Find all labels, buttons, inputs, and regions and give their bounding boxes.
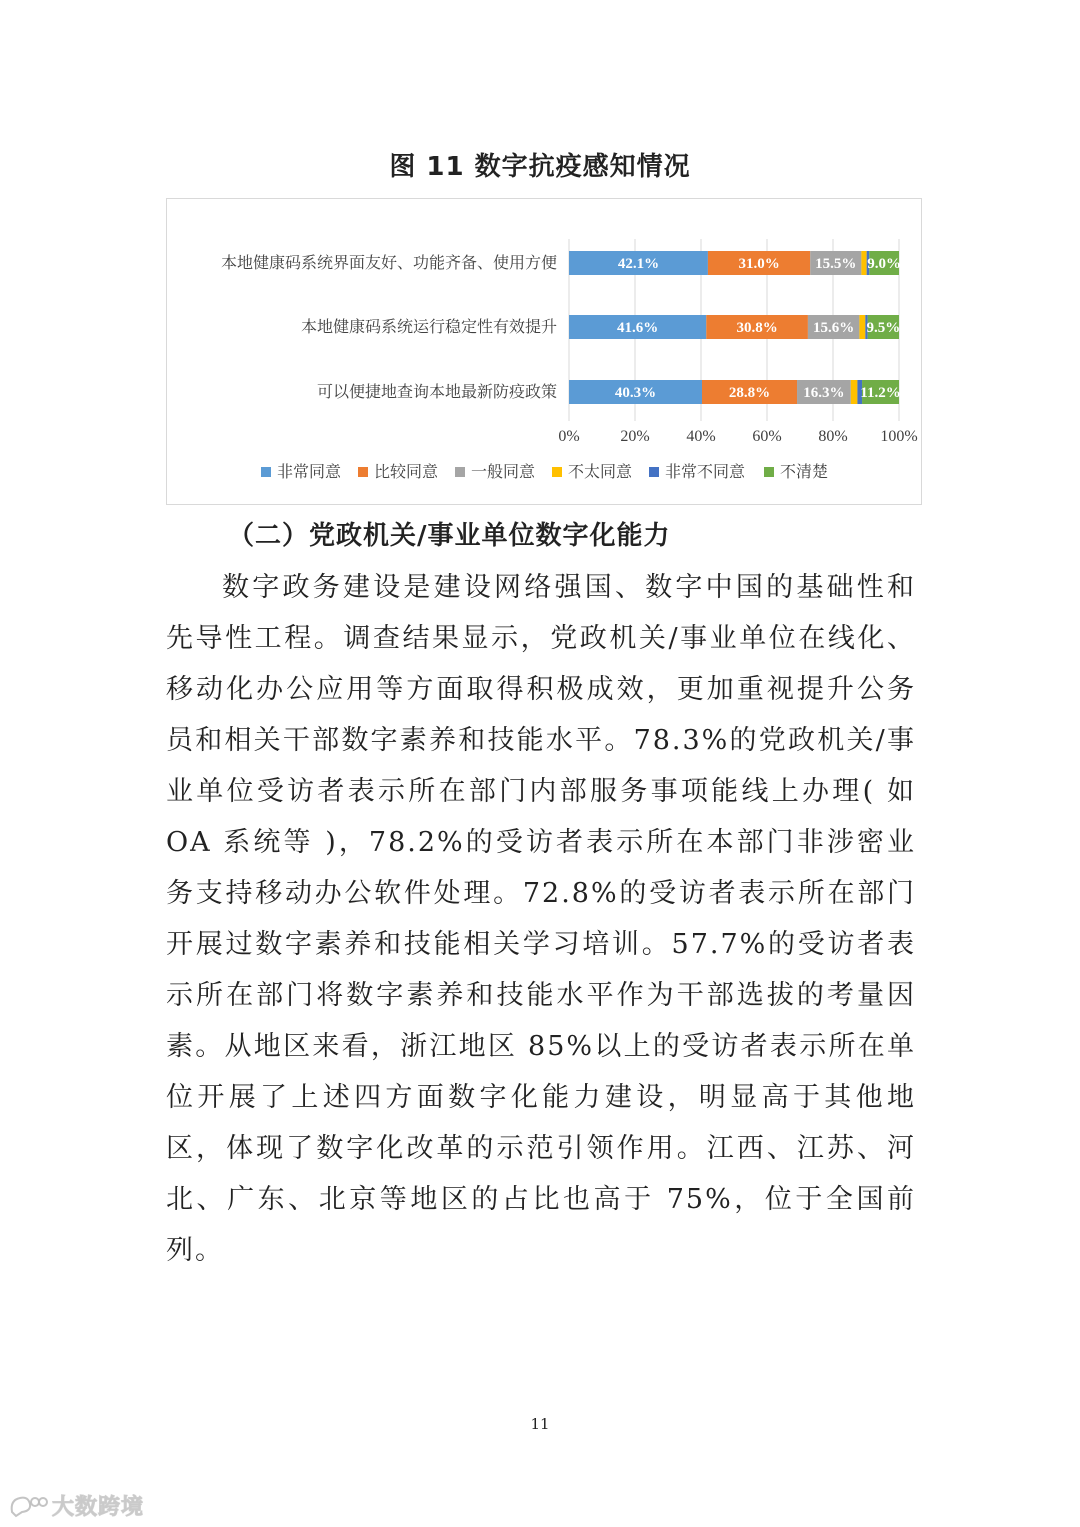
watermark-text: 大数跨境 [52,1494,145,1520]
category-label: 本地健康码系统运行稳定性有效提升 [300,317,557,336]
data-label: 16.3% [803,385,845,401]
figure-title: 图 11 数字抗疫感知情况 [389,152,691,182]
legend-label: 一般同意 [471,462,536,481]
data-label: 9.0% [867,256,902,272]
data-label: 9.5% [866,320,901,336]
x-tick-label: 80% [818,428,848,445]
legend-swatch [261,467,271,477]
legend-label: 非常同意 [277,462,342,481]
data-label: 28.8% [728,385,771,401]
data-label: 41.6% [617,320,659,336]
category-label: 可以便捷地查询本地最新防疫政策 [316,382,557,401]
category-label: 本地健康码系统界面友好、功能齐备、使用方便 [220,253,557,272]
legend-swatch [649,467,659,477]
watermark [8,1490,144,1520]
legend-label: 比较同意 [374,462,439,481]
section-heading: （二）党政机关/事业单位数字化能力 [228,521,671,551]
stacked-bar-chart [167,199,923,506]
bar-segment [851,380,858,404]
data-label: 42.1% [617,256,660,272]
legend-label: 不太同意 [568,462,633,481]
data-label: 15.6% [813,320,855,336]
x-tick-label: 0% [558,428,580,445]
legend-label: 不清楚 [780,462,829,481]
x-tick-label: 20% [620,428,650,445]
x-tick-label: 40% [686,428,716,445]
data-label: 15.5% [815,256,857,272]
data-label: 31.0% [738,256,780,272]
data-label: 11.2% [860,385,901,401]
legend-swatch [455,467,465,477]
legend-swatch [552,467,562,477]
data-label: 30.8% [736,320,778,336]
chart-container [166,198,922,505]
chat-bubble-logo-icon [8,1492,48,1518]
data-label: 40.3% [614,385,657,401]
bar-segment [861,251,866,275]
page-number: 11 [530,1415,550,1433]
legend-swatch [764,467,774,477]
bar-segment [859,315,865,339]
x-tick-label: 60% [752,428,782,445]
legend-label: 非常不同意 [665,462,746,481]
x-tick-label: 100% [880,428,918,445]
legend-swatch [358,467,368,477]
body-paragraph: 数字政务建设是建设网络强国、数字中国的基础性和先导性工程。调查结果显示，党政机关/事业单位在线化、移动化办公应用等方面取得积极成效，更加重视提升公务员和相关干部数字素养和技能水平。78.3%的党政机关/事业单位受访者表示所在部门内部服务事项能线上办理( 如 OA 系统等 )，78.2%的受访者表示所在本部门非涉密业务支持移动办公软件处理。72.8%的受访者表示所在部门开展过数字素养和技能相关学习培训。57.7%的受访者表示所在部门将数字素养和技能水平作为干部选拔的考量因素。从地区来看，浙江地区 85%以上的受访者表示所在单位开展了上述四方面数字化能力建设，明显高于其他地区，体现了数字化改革的示范引领作用。江西、江苏、河北、广东、北京等地区的占比也高于 75%，位于全国前列。 [166,572,916,1266]
